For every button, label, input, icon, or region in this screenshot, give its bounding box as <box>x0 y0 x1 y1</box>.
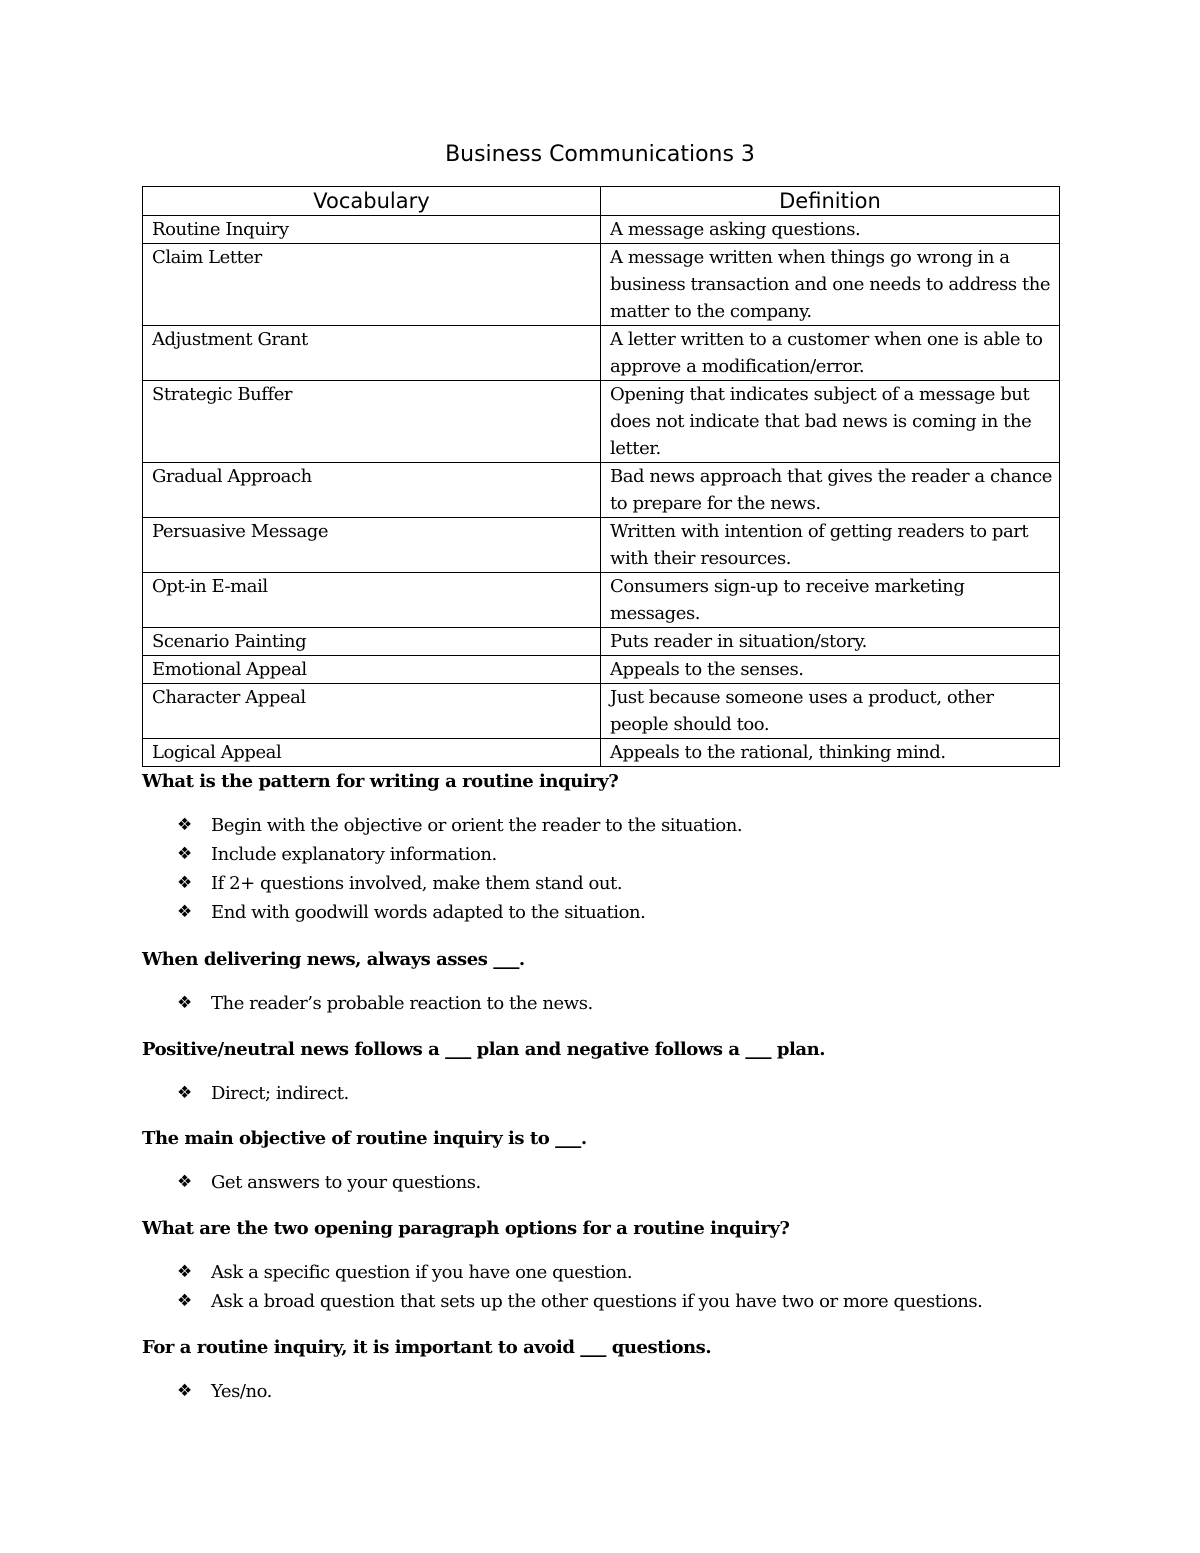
header-definition: Definition <box>601 187 1060 216</box>
table-row <box>143 326 1060 381</box>
definition-cell: Puts reader in situation/story. <box>601 628 1060 656</box>
list-item <box>142 840 1102 869</box>
list-item <box>142 811 1102 840</box>
answer-text: Include explanatory information. <box>211 844 497 865</box>
definition-cell: Bad news approach that gives the reader a chance to prepare for the news. <box>601 463 1060 518</box>
table-header-row <box>143 187 1060 216</box>
diamond-bullet-icon: ❖ <box>177 873 192 893</box>
table-row <box>143 573 1060 628</box>
qa-block-main-objective <box>142 1125 1102 1197</box>
definition-cell: A letter written to a customer when one is able to approve a modification/error. <box>601 326 1060 381</box>
table-row <box>143 216 1060 244</box>
answer-text: Direct; indirect. <box>211 1083 349 1104</box>
term-cell: Gradual Approach <box>143 463 601 518</box>
answer-text: Begin with the objective or orient the reader to the situation. <box>211 815 743 836</box>
answer-text: Ask a specific question if you have one question. <box>211 1262 633 1283</box>
qa-block-pattern <box>142 768 1102 927</box>
question-heading: The main objective of routine inquiry is to ___. <box>142 1128 587 1149</box>
answer-text: Get answers to your questions. <box>211 1172 481 1193</box>
table-row <box>143 518 1060 573</box>
answer-text: If 2+ questions involved, make them stand out. <box>211 873 623 894</box>
answer-list <box>142 1377 1102 1406</box>
question-heading: When delivering news, always asses ___. <box>142 949 525 970</box>
diamond-bullet-icon: ❖ <box>177 815 192 835</box>
table-row <box>143 381 1060 463</box>
answer-text: End with goodwill words adapted to the situation. <box>211 902 646 923</box>
list-item <box>142 1079 1102 1108</box>
table-row <box>143 244 1060 326</box>
answer-list <box>142 811 1102 927</box>
diamond-bullet-icon: ❖ <box>177 902 192 922</box>
table-row <box>143 684 1060 739</box>
diamond-bullet-icon: ❖ <box>177 844 192 864</box>
definition-cell: Appeals to the rational, thinking mind. <box>601 739 1060 767</box>
list-item <box>142 869 1102 898</box>
term-cell: Routine Inquiry <box>143 216 601 244</box>
term-cell: Claim Letter <box>143 244 601 326</box>
list-item <box>142 1287 1102 1316</box>
answer-text: Yes/no. <box>211 1381 272 1402</box>
diamond-bullet-icon: ❖ <box>177 1172 192 1192</box>
answer-text: Ask a broad question that sets up the other questions if you have two or more questions. <box>211 1291 983 1312</box>
definition-cell: Consumers sign-up to receive marketing messages. <box>601 573 1060 628</box>
definition-cell: A message asking questions. <box>601 216 1060 244</box>
diamond-bullet-icon: ❖ <box>177 1291 192 1311</box>
term-cell: Logical Appeal <box>143 739 601 767</box>
term-cell: Adjustment Grant <box>143 326 601 381</box>
list-item <box>142 898 1102 927</box>
answer-list <box>142 1168 1102 1197</box>
question-heading: Positive/neutral news follows a ___ plan and negative follows a ___ plan. <box>142 1039 826 1060</box>
list-item <box>142 1168 1102 1197</box>
qa-block-avoid-questions <box>142 1334 1102 1406</box>
table-row <box>143 739 1060 767</box>
term-cell: Persuasive Message <box>143 518 601 573</box>
vocabulary-table <box>142 186 1060 767</box>
term-cell: Strategic Buffer <box>143 381 601 463</box>
qa-block-opening-options <box>142 1215 1102 1316</box>
qa-block-delivering-news <box>142 946 1102 1018</box>
answer-text: The reader’s probable reaction to the news. <box>211 993 593 1014</box>
question-heading: What is the pattern for writing a routine inquiry? <box>142 771 619 792</box>
list-item <box>142 1377 1102 1406</box>
table-row <box>143 463 1060 518</box>
definition-cell: Appeals to the senses. <box>601 656 1060 684</box>
header-vocabulary: Vocabulary <box>143 187 601 216</box>
answer-list <box>142 989 1102 1018</box>
question-heading: For a routine inquiry, it is important to avoid ___ questions. <box>142 1337 712 1358</box>
qa-block-news-plan <box>142 1036 1102 1108</box>
diamond-bullet-icon: ❖ <box>177 1381 192 1401</box>
definition-cell: Written with intention of getting readers to part with their resources. <box>601 518 1060 573</box>
term-cell: Character Appeal <box>143 684 601 739</box>
list-item <box>142 1258 1102 1287</box>
table-row <box>143 656 1060 684</box>
definition-cell: A message written when things go wrong in a business transaction and one needs to address the matter to the company. <box>601 244 1060 326</box>
term-cell: Emotional Appeal <box>143 656 601 684</box>
document-title: Business Communications 3 <box>445 142 755 167</box>
definition-cell: Just because someone uses a product, other people should too. <box>601 684 1060 739</box>
term-cell: Opt-in E-mail <box>143 573 601 628</box>
term-cell: Scenario Painting <box>143 628 601 656</box>
question-heading: What are the two opening paragraph options for a routine inquiry? <box>142 1218 790 1239</box>
table-row <box>143 628 1060 656</box>
answer-list <box>142 1079 1102 1108</box>
list-item <box>142 989 1102 1018</box>
diamond-bullet-icon: ❖ <box>177 993 192 1013</box>
definition-cell: Opening that indicates subject of a message but does not indicate that bad news is coming in the letter. <box>601 381 1060 463</box>
answer-list <box>142 1258 1102 1316</box>
diamond-bullet-icon: ❖ <box>177 1083 192 1103</box>
diamond-bullet-icon: ❖ <box>177 1262 192 1282</box>
